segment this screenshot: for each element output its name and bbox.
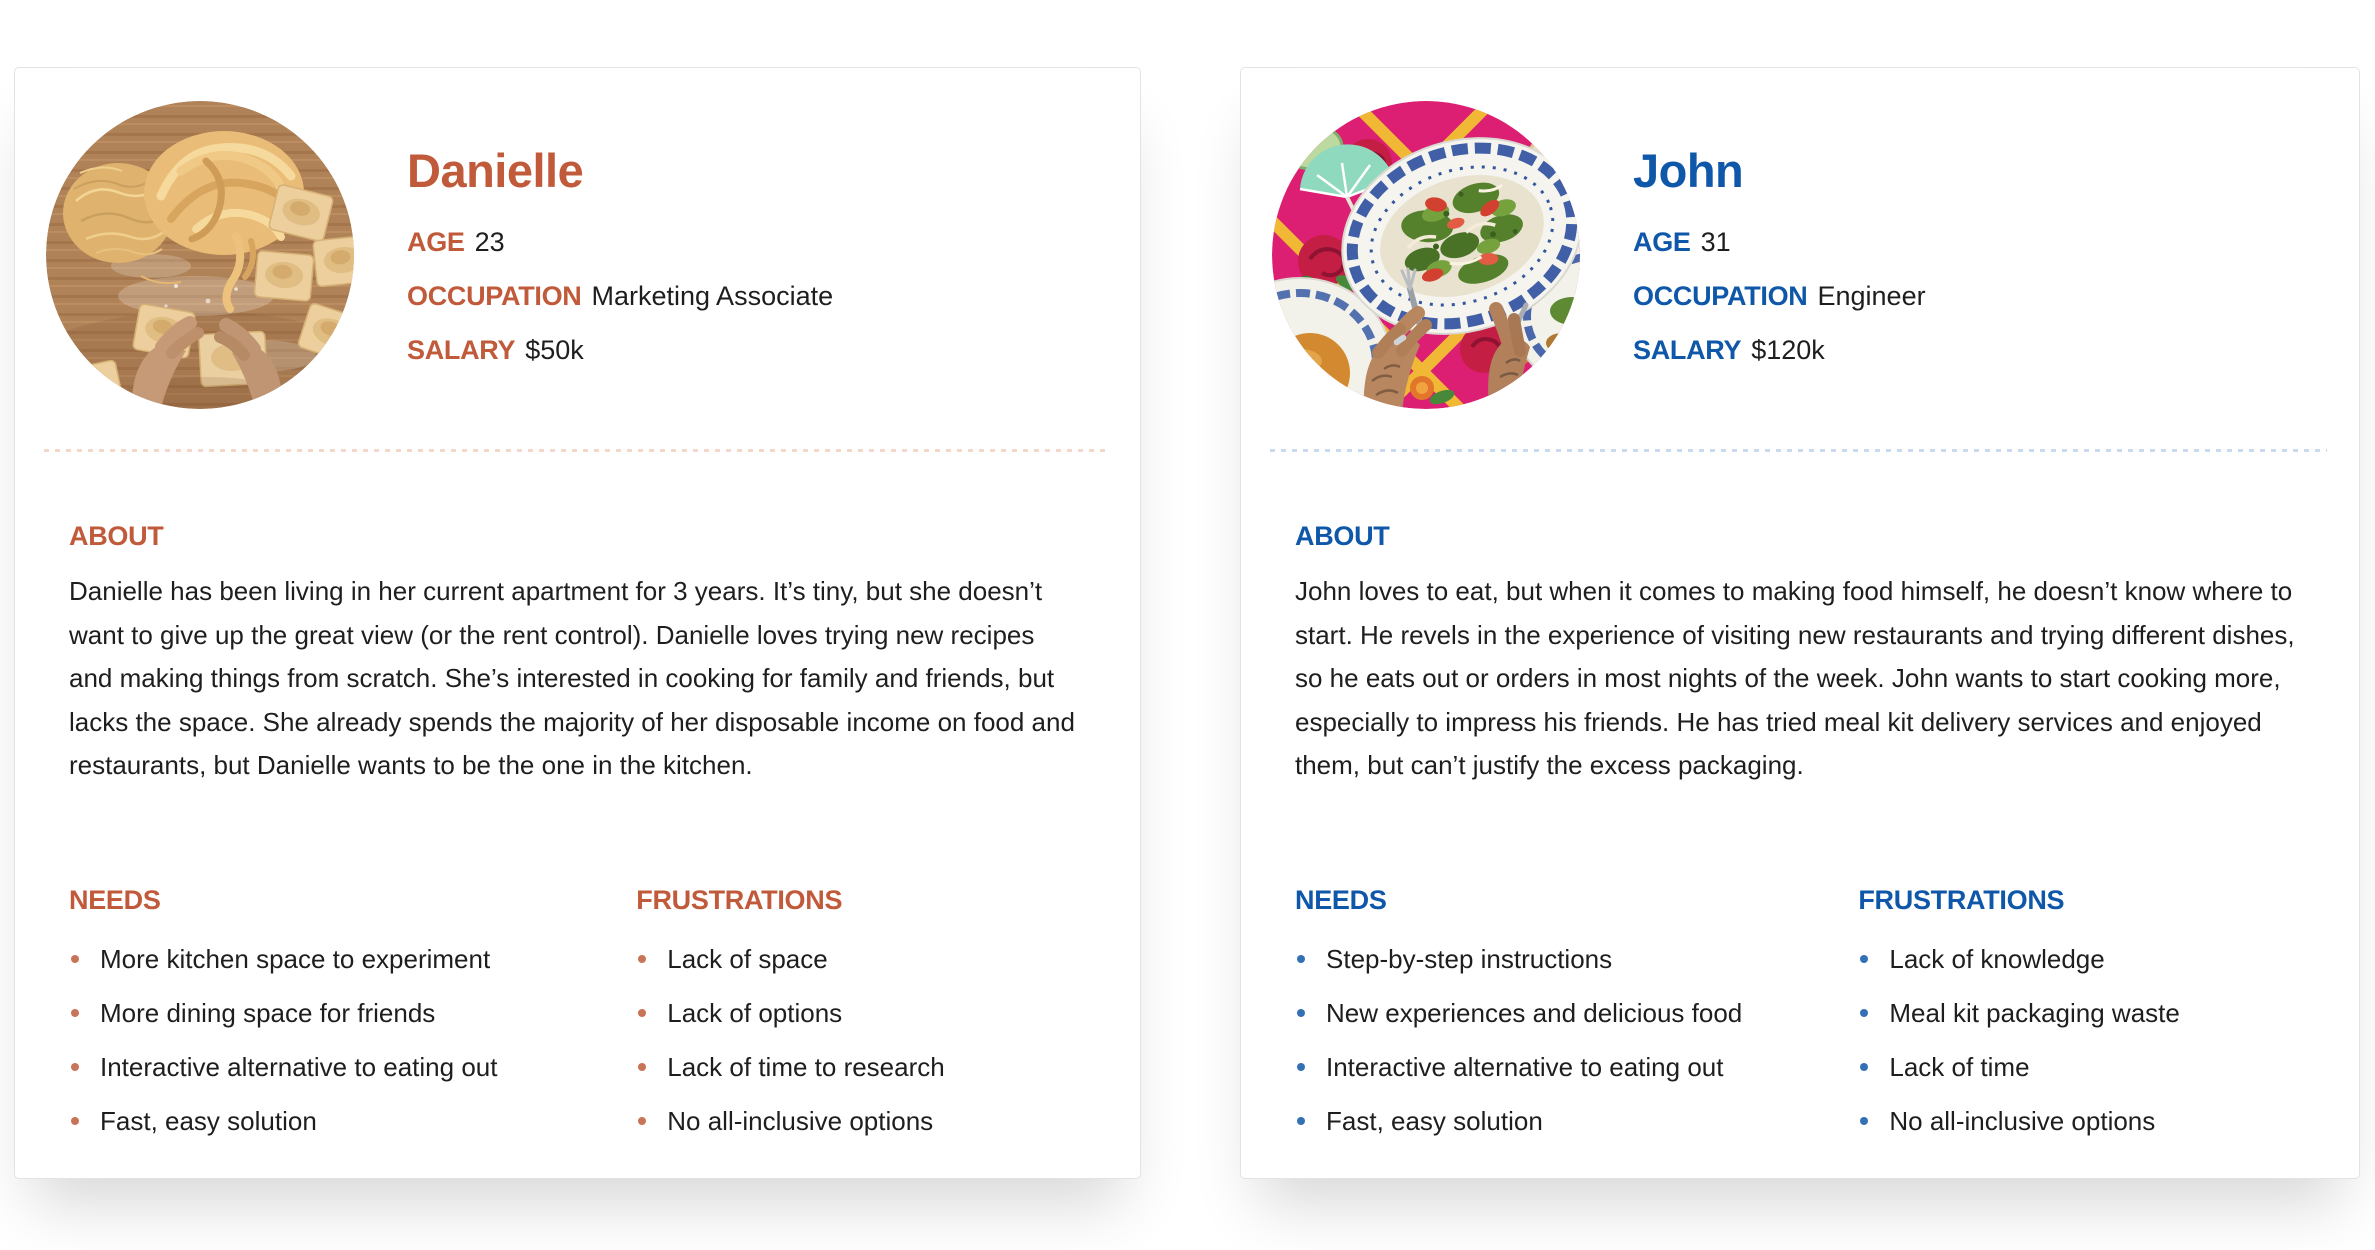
frustrations-list <box>1858 932 2301 1148</box>
persona-header <box>15 68 1140 409</box>
list-item <box>1295 932 1828 986</box>
list-item-text: Lack of knowledge <box>1889 943 2105 974</box>
bullet-icon <box>71 1063 79 1071</box>
list-item <box>1295 986 1828 1040</box>
list-item-text: Lack of time to research <box>667 1051 945 1082</box>
salary-label: SALARY <box>1633 335 1742 365</box>
list-item-text: No all-inclusive options <box>1889 1105 2156 1136</box>
bullet-icon <box>1297 1117 1305 1125</box>
list-item <box>69 1040 606 1094</box>
list-item-text: New experiences and delicious food <box>1326 997 1743 1028</box>
needs-list <box>1295 932 1828 1148</box>
persona-body <box>1241 516 2359 1148</box>
needs-column <box>69 816 636 1148</box>
list-item-text: Interactive alternative to eating out <box>100 1051 498 1082</box>
pasta-photo <box>46 101 354 409</box>
list-item <box>1858 932 2301 986</box>
salary-label: SALARY <box>407 335 516 365</box>
avatar <box>1272 101 1580 409</box>
age-value: 23 <box>474 227 505 257</box>
list-item-text: Step-by-step instructions <box>1326 943 1613 974</box>
list-item-text: More kitchen space to experiment <box>100 943 491 974</box>
age-label: AGE <box>1633 227 1691 257</box>
needs-heading: NEEDS <box>1295 884 1387 915</box>
occupation-value: Marketing Associate <box>591 281 834 311</box>
list-item <box>1295 1040 1828 1094</box>
age-label: AGE <box>407 227 465 257</box>
bullet-icon <box>638 1063 646 1071</box>
frustrations-column <box>1858 816 2301 1148</box>
list-item-text: No all-inclusive options <box>667 1105 934 1136</box>
bullet-icon <box>71 955 79 963</box>
persona-card-john <box>1240 67 2360 1179</box>
list-item-text: More dining space for friends <box>100 997 436 1028</box>
list-item-text: Interactive alternative to eating out <box>1326 1051 1724 1082</box>
bullet-icon <box>638 1117 646 1125</box>
avatar <box>46 101 354 409</box>
bullet-icon <box>71 1009 79 1017</box>
list-item-text: Fast, easy solution <box>1326 1105 1543 1136</box>
bullet-icon <box>1860 1063 1868 1071</box>
persona-card-danielle <box>14 67 1141 1179</box>
list-item <box>1858 1094 2301 1148</box>
list-item-text: Meal kit packaging waste <box>1889 997 2180 1028</box>
list-item <box>69 1094 606 1148</box>
bullet-icon <box>1297 1009 1305 1017</box>
salary-row <box>1633 323 1926 377</box>
occupation-row <box>407 269 833 323</box>
age-row <box>407 215 833 269</box>
dotted-divider <box>44 449 1108 452</box>
occupation-label: OCCUPATION <box>1633 281 1808 311</box>
list-item <box>69 932 606 986</box>
bullet-icon <box>1297 1063 1305 1071</box>
list-item <box>1295 1094 1828 1148</box>
persona-body <box>15 516 1140 1148</box>
list-item <box>69 986 606 1040</box>
salary-value: $120k <box>1751 335 1825 365</box>
persona-name: Danielle <box>407 144 584 197</box>
occupation-value: Engineer <box>1817 281 1926 311</box>
about-heading: ABOUT <box>1295 521 1390 551</box>
list-item-text: Lack of time <box>1889 1051 2030 1082</box>
salary-row <box>407 323 833 377</box>
needs-frustrations-section <box>69 816 1082 1148</box>
list-item <box>636 1094 1082 1148</box>
bullet-icon <box>71 1117 79 1125</box>
bullet-icon <box>638 955 646 963</box>
bullet-icon <box>1860 1009 1868 1017</box>
dotted-divider <box>1270 449 2327 452</box>
occupation-row <box>1633 269 1926 323</box>
needs-frustrations-section <box>1295 816 2301 1148</box>
list-item <box>636 932 1082 986</box>
list-item <box>636 986 1082 1040</box>
bullet-icon <box>638 1009 646 1017</box>
frustrations-column <box>636 816 1082 1148</box>
list-item <box>636 1040 1082 1094</box>
persona-header <box>1241 68 2359 409</box>
bullet-icon <box>1860 1117 1868 1125</box>
list-item-text: Fast, easy solution <box>100 1105 317 1136</box>
needs-column <box>1295 816 1858 1148</box>
salary-value: $50k <box>525 335 584 365</box>
list-item <box>1858 986 2301 1040</box>
list-item <box>1858 1040 2301 1094</box>
persona-name: John <box>1633 144 1744 197</box>
occupation-label: OCCUPATION <box>407 281 582 311</box>
needs-heading: NEEDS <box>69 884 161 915</box>
frustrations-list <box>636 932 1082 1148</box>
about-paragraph: John loves to eat, but when it comes to making food himself, he doesn’t know where to start. He revels in the experience of visiting new restaurants and trying different dishes, so he eats out or orders in most nights of the week. John wants to start cooking more, especially to impress his friends. He has tried meal kit delivery services and enjoyed them, but can’t justify the excess packaging. <box>1295 576 2295 780</box>
needs-list <box>69 932 606 1148</box>
dinner-table-photo <box>1272 101 1580 409</box>
bullet-icon <box>1297 955 1305 963</box>
frustrations-heading: FRUSTRATIONS <box>636 884 843 915</box>
age-value: 31 <box>1700 227 1731 257</box>
list-item-text: Lack of options <box>667 997 843 1028</box>
about-heading: ABOUT <box>69 521 164 551</box>
persona-summary <box>407 101 833 409</box>
frustrations-heading: FRUSTRATIONS <box>1858 884 2065 915</box>
about-paragraph: Danielle has been living in her current apartment for 3 years. It’s tiny, but she doesn’t want to give up the great view (or the rent control). Danielle loves trying new recipes and making things from scratch. She’s interested in cooking for family and friends, but lacks the space. She already spends the majority of her disposable income on food and restaurants, but Danielle wants to be the one in the kitchen. <box>69 576 1075 780</box>
persona-summary <box>1633 101 1926 409</box>
age-row <box>1633 215 1926 269</box>
list-item-text: Lack of space <box>667 943 828 974</box>
bullet-icon <box>1860 955 1868 963</box>
